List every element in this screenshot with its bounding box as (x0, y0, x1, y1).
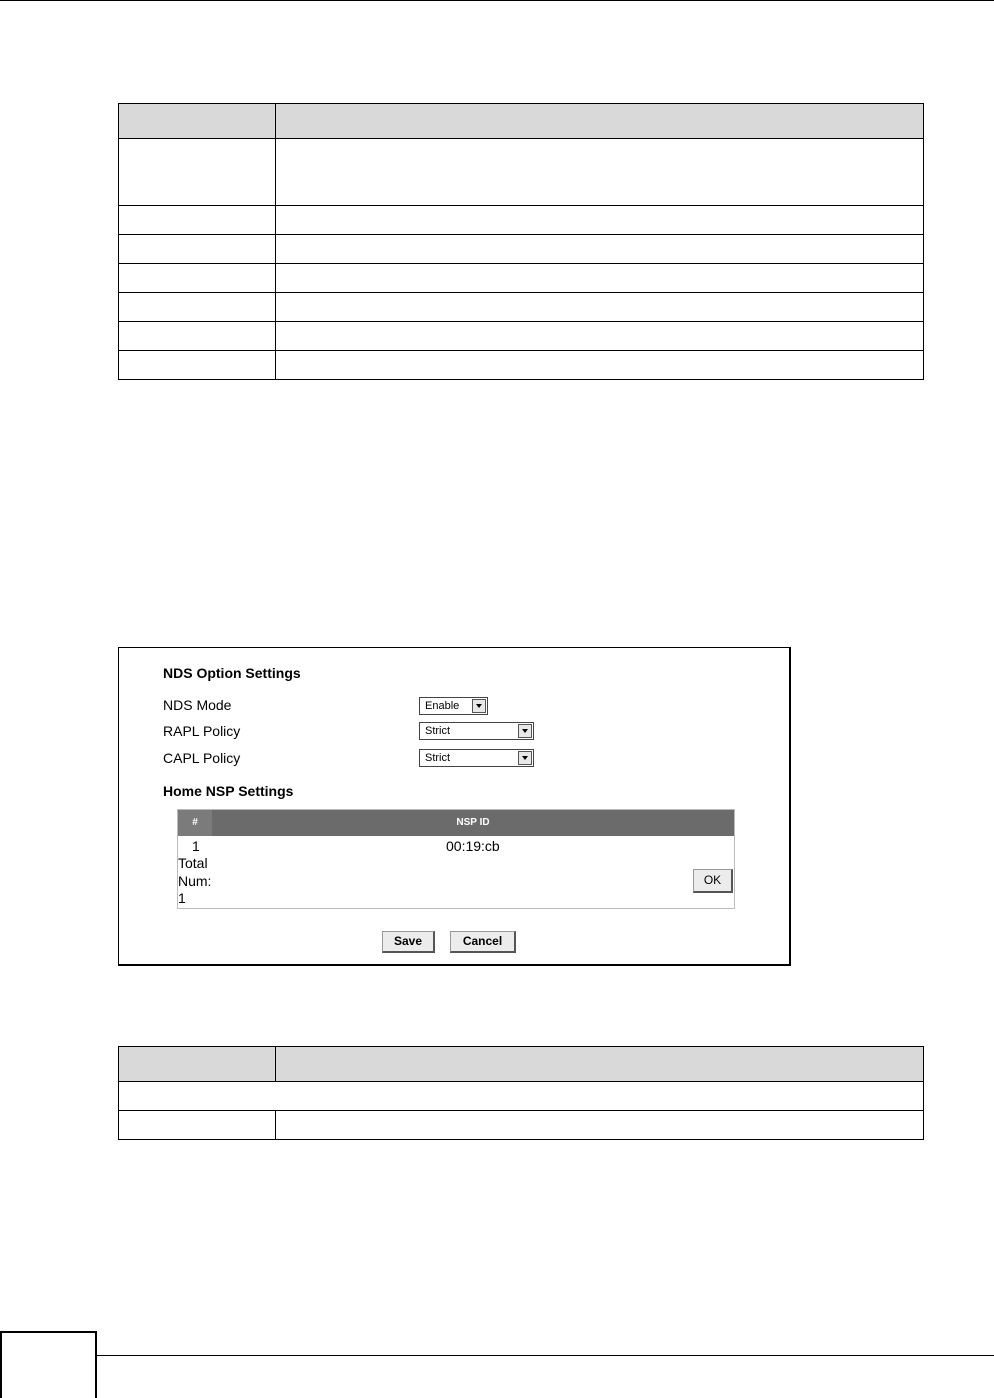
table-section-cell (119, 1082, 924, 1111)
save-button[interactable]: Save (382, 931, 435, 953)
capl-policy-value: Strict (425, 752, 451, 764)
table-row (119, 206, 924, 235)
home-nsp-settings-title: Home NSP Settings (163, 783, 294, 799)
table-cell-description (276, 351, 924, 380)
table-cell-label (119, 139, 276, 206)
table-header-row (119, 1047, 924, 1082)
nsp-col-index: # (178, 810, 212, 836)
table-cell-description (276, 206, 924, 235)
total-line: Num: (178, 872, 212, 889)
rapl-policy-label: RAPL Policy (163, 723, 241, 739)
ok-button[interactable]: OK (693, 869, 733, 893)
table-cell-description (276, 139, 924, 206)
total-line: Total (178, 855, 208, 871)
chevron-down-icon (518, 751, 532, 765)
table-cell-label (119, 1111, 276, 1140)
chevron-down-icon (472, 699, 486, 713)
nds-mode-value: Enable (425, 700, 460, 712)
nds-mode-label: NDS Mode (163, 697, 232, 713)
table-cell-label (119, 293, 276, 322)
description-table-2 (118, 1046, 924, 1140)
table-cell-description (276, 322, 924, 351)
nsp-total-num (178, 855, 218, 908)
table-row (119, 322, 924, 351)
rapl-policy-value: Strict (425, 725, 451, 737)
chevron-down-icon (518, 724, 532, 738)
table-cell-description (276, 293, 924, 322)
footer-rule (97, 1355, 994, 1356)
nsp-table-header (178, 810, 734, 836)
table-row (119, 264, 924, 293)
table-cell-label (119, 351, 276, 380)
nsp-row-id: 00:19:cb (446, 838, 500, 854)
table-cell-description (276, 1111, 924, 1140)
header-rule (0, 0, 994, 1)
nds-settings-screenshot (118, 647, 791, 966)
home-nsp-table (177, 809, 735, 909)
table-row (119, 293, 924, 322)
cancel-button[interactable]: Cancel (450, 931, 516, 953)
description-table-1 (118, 103, 924, 380)
table-header-description (276, 1047, 924, 1082)
nsp-row-index: 1 (192, 838, 200, 854)
table-row (119, 351, 924, 380)
table-header-label (119, 104, 276, 139)
table-header-label (119, 1047, 276, 1082)
table-cell-label (119, 322, 276, 351)
table-header-description (276, 104, 924, 139)
capl-policy-label: CAPL Policy (163, 750, 241, 766)
nsp-col-id: NSP ID (456, 817, 490, 828)
table-row (119, 235, 924, 264)
total-line: 1 (178, 890, 186, 906)
table-cell-label (119, 264, 276, 293)
table-cell-description (276, 264, 924, 293)
table-row (119, 1111, 924, 1140)
table-cell-label (119, 235, 276, 264)
rapl-policy-select[interactable] (419, 722, 534, 740)
table-cell-label (119, 206, 276, 235)
table-cell-description (276, 235, 924, 264)
capl-policy-select[interactable] (419, 749, 534, 767)
nds-mode-select[interactable] (419, 697, 488, 715)
nds-option-settings-title: NDS Option Settings (163, 665, 301, 681)
table-header-row (119, 104, 924, 139)
table-section-row (119, 1082, 924, 1111)
page-number-box (0, 1331, 97, 1398)
table-row (119, 139, 924, 206)
